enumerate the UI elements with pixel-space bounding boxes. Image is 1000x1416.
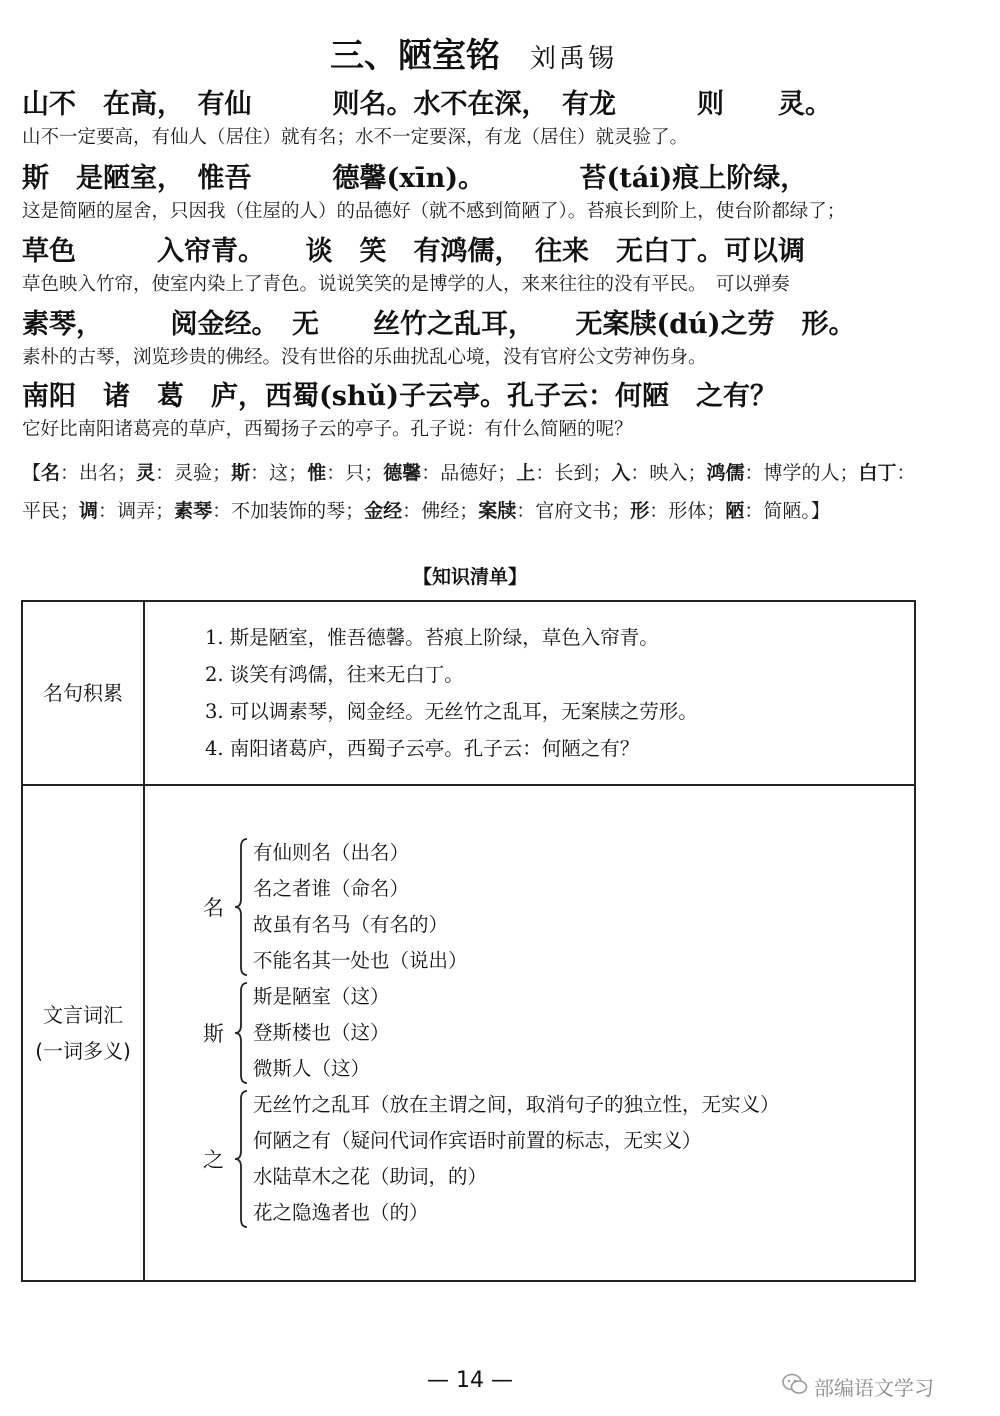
vocab-example: 登斯楼也（这）: [253, 1021, 390, 1044]
original-line-2: 斯 是陋室， 惟吾 德馨(xīn)。 苔(tái)痕上阶绿，: [22, 163, 808, 194]
annotation-notes: 【名：出名；灵：灵验；斯：这；惟：只；德馨：品德好；上：长到；入：映入；鸿儒：博学的人；白丁：平民；调：调弄；素琴：不加装饰的琴；金经：佛经；案牍：官府文书；形：形体；陋：简陋。】: [22, 462, 916, 522]
original-line-5: 南阳 诸 葛 庐，西蜀(shǔ)子云亭。孔子云：何陋 之有？: [22, 381, 778, 412]
vocabulary-label: 文言词汇: [43, 1003, 123, 1027]
vocab-word: 斯: [203, 1022, 224, 1046]
note-term: 惟: [307, 462, 327, 484]
note-term: 调: [79, 500, 99, 522]
famous-sentences-label: 名句积累: [22, 601, 144, 785]
vocab-group: [203, 835, 914, 979]
vocab-example: 何陋之有（疑问代词作宾语时前置的标志，无实义）: [253, 1129, 702, 1152]
note-item: 白丁：平民: [22, 462, 916, 522]
famous-sentences-list: [144, 601, 915, 785]
watermark-text: 部编语文学习: [814, 1376, 934, 1400]
translation-line-4: 素朴的古琴，浏览珍贵的佛经。没有世俗的乐曲扰乱心境，没有官府公文劳神伤身。: [22, 347, 707, 368]
note-item: 陋：简陋: [725, 500, 802, 522]
famous-sentence: 1. 斯是陋室，惟吾德馨。苔痕上阶绿，草色入帘青。: [205, 626, 659, 649]
famous-sentence: 4. 南阳诸葛庐，西蜀子云亭。孔子云：何陋之有？: [205, 737, 640, 760]
note-definition: 调弄: [117, 500, 156, 522]
watermark: [782, 1372, 934, 1401]
article-title-block: [330, 28, 617, 78]
note-term: 形: [630, 500, 650, 522]
note-definition: 不加装饰的琴: [231, 500, 346, 522]
vocabulary-row: [22, 785, 915, 1281]
note-term: 名: [41, 462, 61, 484]
note-term: 鸿儒: [706, 462, 745, 484]
article-title: 三、陋室铭: [330, 36, 500, 76]
famous-sentence: 2. 谈笑有鸿儒，往来无白丁。: [205, 663, 464, 686]
article-author: 刘禹锡: [530, 44, 618, 74]
vocab-group: [203, 979, 914, 1087]
vocab-example: 斯是陋室（这）: [253, 985, 390, 1008]
translation-line-2: 这是简陋的屋舍，只因我（住屋的人）的品德好（就不感到简陋了）。苔痕长到阶上，使台阶都绿了；: [22, 201, 846, 222]
note-term: 陋: [725, 500, 745, 522]
vocab-word: 名: [203, 896, 224, 920]
brace-icon: [233, 1087, 251, 1231]
note-definition: 映入: [649, 462, 688, 484]
vocab-example: 不能名其一处也（说出）: [253, 949, 468, 972]
note-term: 灵: [136, 462, 156, 484]
translation-line-3: 草色映入竹帘，使室内染上了青色。说说笑笑的是博学的人，来来往往的没有平民。 可以弹奏: [22, 274, 790, 295]
note-item: 斯：这: [231, 462, 289, 484]
original-line-3: 草色 入帘青。 谈 笑 有鸿儒， 往来 无白丁。可以调: [22, 236, 805, 267]
note-definition: 灵验: [174, 462, 213, 484]
vocabulary-groups: [144, 785, 915, 1281]
note-term: 上: [516, 462, 536, 484]
brace-icon: [233, 835, 251, 979]
famous-sentence: 3. 可以调素琴，阅金经。无丝竹之乱耳，无案牍之劳形。: [205, 700, 698, 723]
note-item: 上：长到: [516, 462, 593, 484]
vocab-example: 微斯人（这）: [253, 1057, 371, 1080]
note-definition: 这: [269, 462, 289, 484]
brace-icon: [233, 979, 251, 1087]
vocabulary-sublabel: (一词多义): [35, 1039, 131, 1063]
note-term: 白丁: [858, 462, 897, 484]
note-item: 灵：灵验: [136, 462, 213, 484]
note-definition: 长到: [554, 462, 593, 484]
vocab-examples: [253, 979, 390, 1087]
note-term: 案牍: [478, 500, 517, 522]
famous-sentences-row: [22, 601, 915, 785]
note-term: 金经: [364, 500, 403, 522]
vocab-example: 无丝竹之乱耳（放在主谓之间，取消句子的独立性，无实义）: [253, 1093, 780, 1116]
note-term: 素琴: [174, 500, 213, 522]
vocab-group: [203, 1087, 914, 1231]
translation-line-5: 它好比南阳诸葛亮的草庐，西蜀扬子云的亭子。孔子说：有什么简陋的呢？: [22, 419, 633, 440]
vocab-example: 有仙则名（出名）: [253, 841, 410, 864]
note-item: 德馨：品德好: [383, 462, 498, 484]
note-definition: 简陋: [763, 500, 802, 522]
note-definition: 只: [345, 462, 365, 484]
vocab-examples: [253, 1087, 780, 1231]
original-line-1: 山不 在高， 有仙 则名。水不在深， 有龙 则 灵。: [22, 89, 832, 120]
note-definition: 出名: [79, 462, 118, 484]
note-item: 入：映入: [611, 462, 688, 484]
vocab-example: 水陆草木之花（助词，的）: [253, 1165, 488, 1188]
translation-line-1: 山不一定要高，有仙人（居住）就有名；水不一定要深，有龙（居住）就灵验了。: [22, 127, 689, 148]
note-definition: 佛经: [421, 500, 460, 522]
note-definition: 博学的人: [763, 462, 840, 484]
checklist-title: 【知识清单】: [412, 566, 527, 588]
vocab-example: 故虽有名马（有名的）: [253, 913, 449, 936]
note-item: 形：形体: [630, 500, 707, 522]
note-definition: 官府文书: [535, 500, 612, 522]
note-item: 案牍：官府文书: [478, 500, 612, 522]
original-line-4: 素琴， 阅金经。 无 丝竹之乱耳， 无案牍(dú)之劳 形。: [22, 309, 856, 340]
note-item: 金经：佛经: [364, 500, 460, 522]
vocab-example: 名之者谁（命名）: [253, 877, 410, 900]
note-term: 斯: [231, 462, 251, 484]
note-term: 德馨: [383, 462, 422, 484]
note-item: 惟：只: [307, 462, 365, 484]
note-definition: 品德好: [440, 462, 498, 484]
wechat-icon: [782, 1373, 808, 1400]
note-item: 素琴：不加装饰的琴: [174, 500, 346, 522]
note-definition: 形体: [668, 500, 707, 522]
vocab-word: 之: [203, 1148, 224, 1172]
vocab-examples: [253, 835, 468, 979]
note-item: 名：出名: [41, 462, 118, 484]
note-term: 入: [611, 462, 631, 484]
note-item: 调：调弄: [79, 500, 156, 522]
note-definition: 平民: [22, 500, 61, 522]
vocab-example: 花之隐逸者也（的）: [253, 1201, 429, 1224]
knowledge-table: [21, 600, 916, 1282]
note-item: 鸿儒：博学的人: [706, 462, 840, 484]
page-number: — 14 —: [427, 1368, 513, 1393]
vocabulary-label-cell: [22, 785, 144, 1281]
